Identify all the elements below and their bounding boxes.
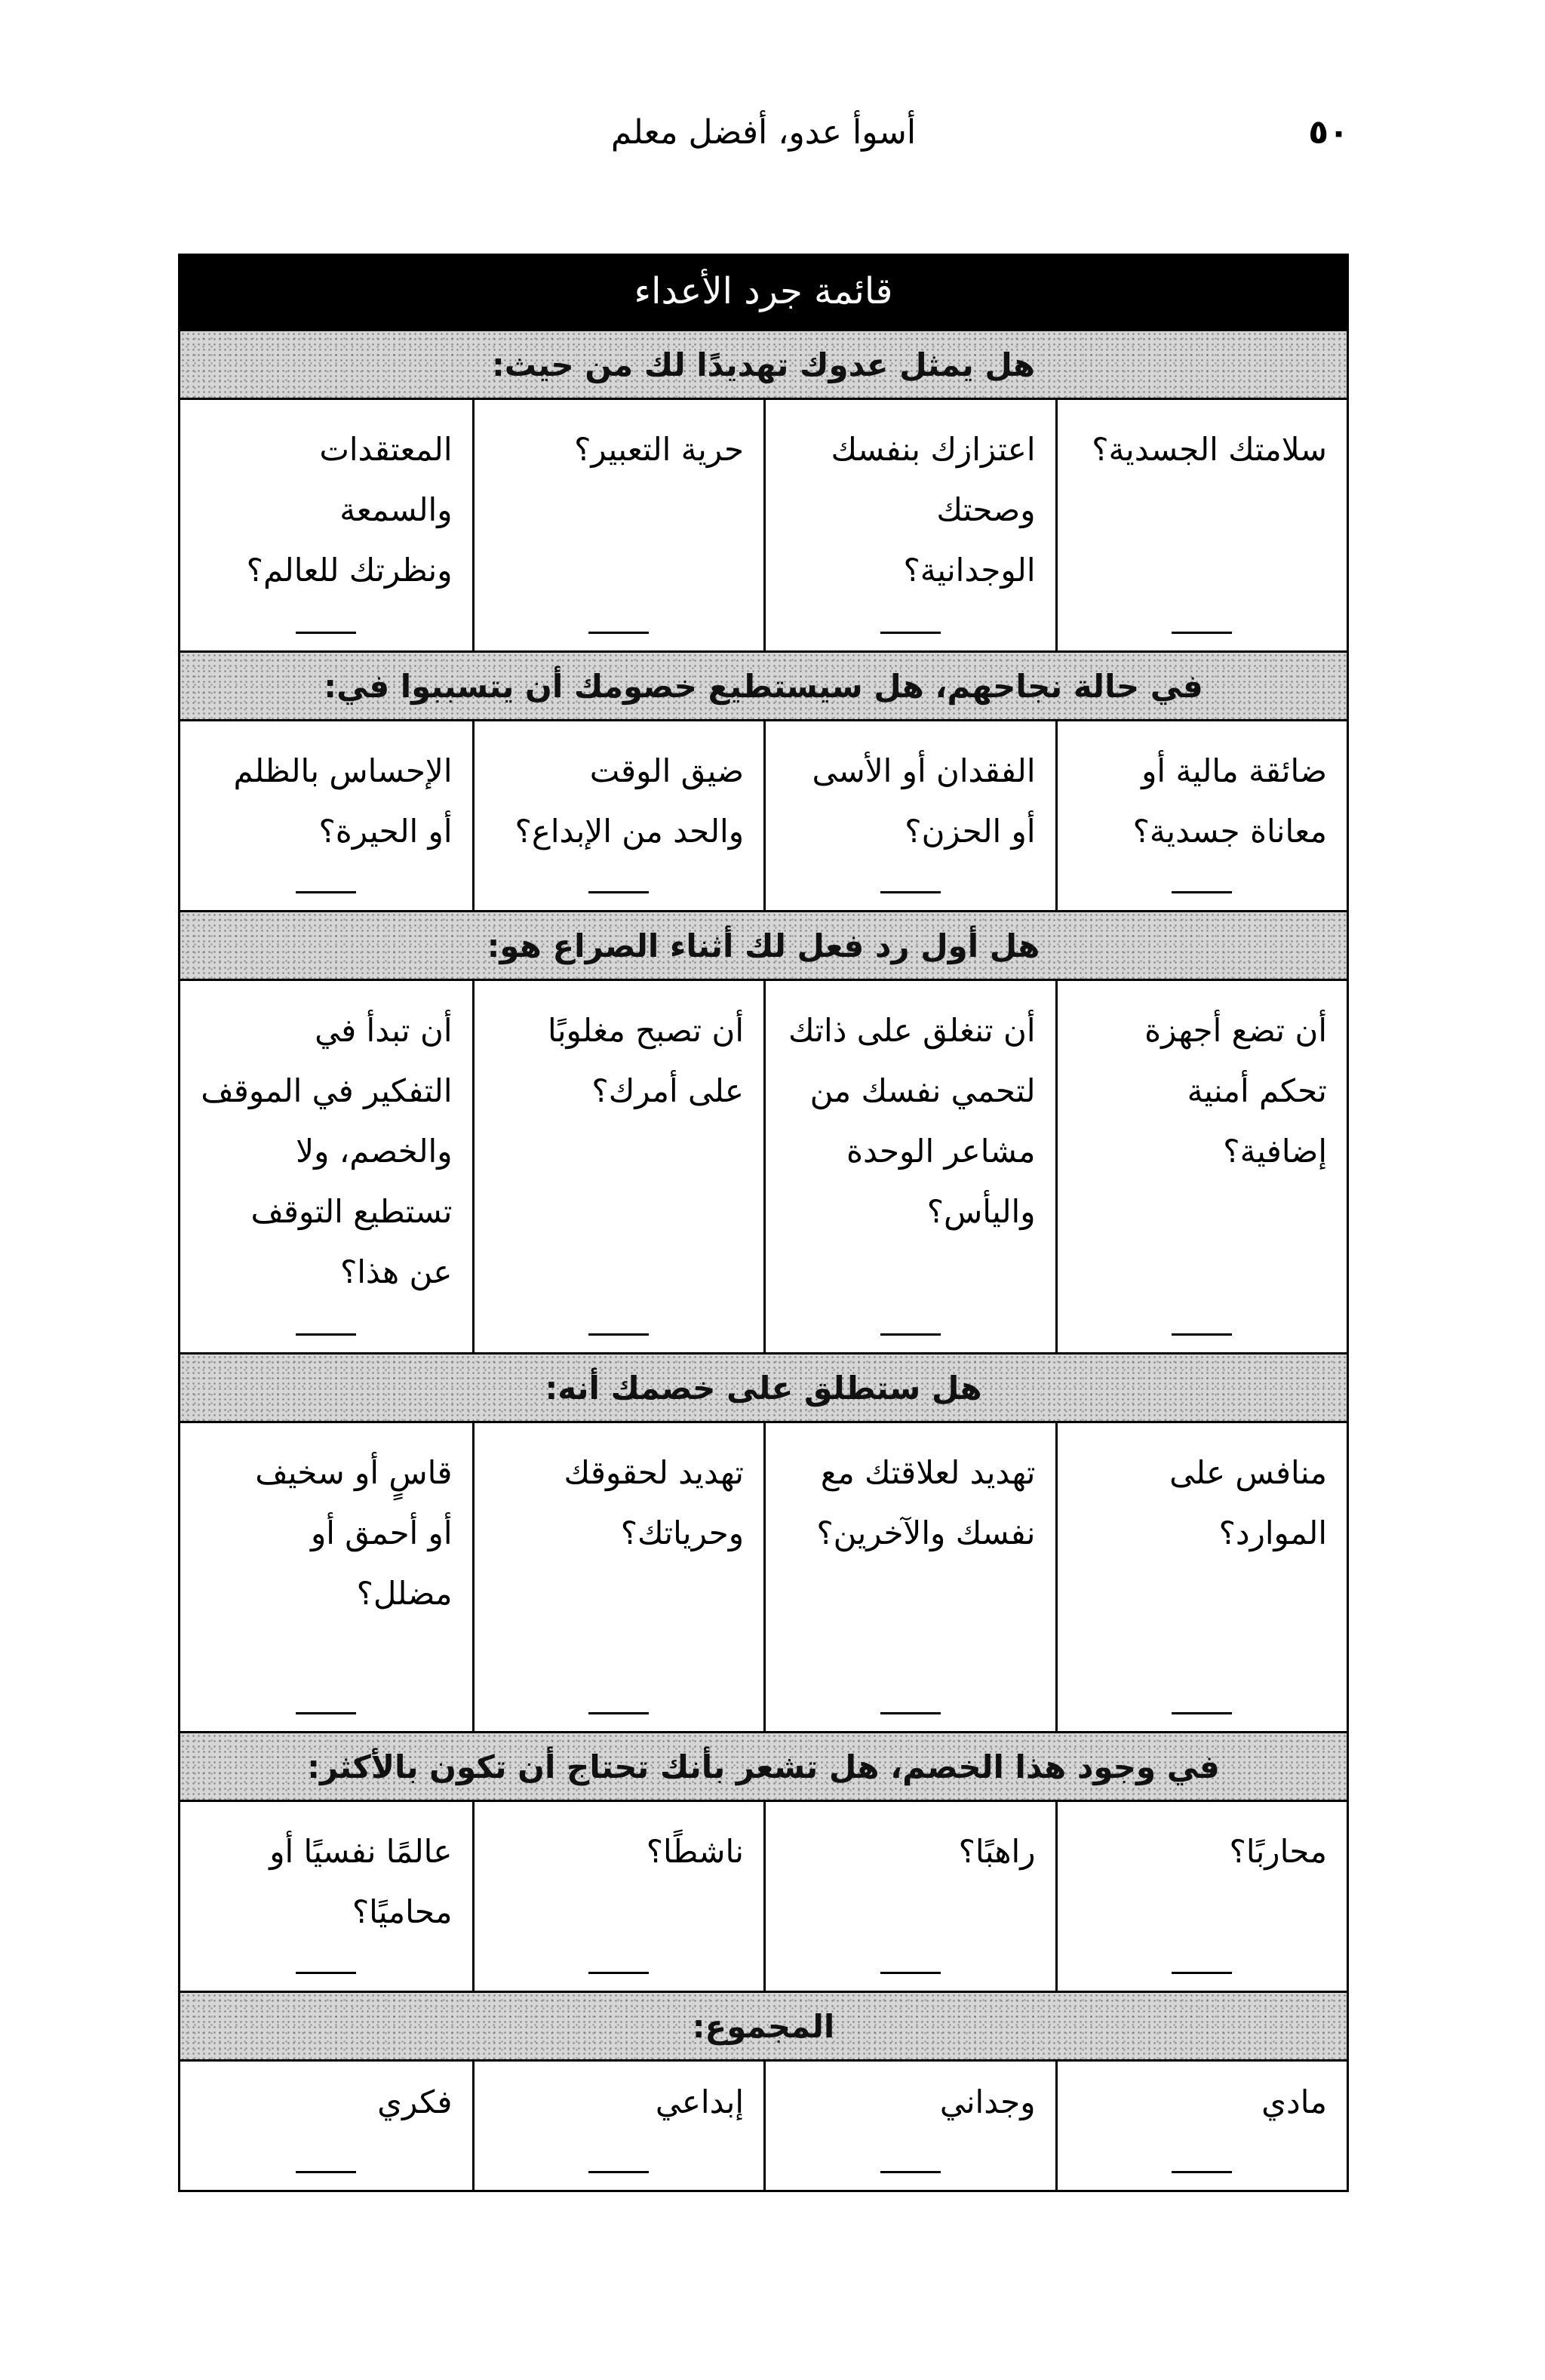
section-question: هل يمثل عدوك تهديدًا لك من حيث: bbox=[180, 329, 1347, 400]
table-cell bbox=[472, 1802, 764, 1991]
table-cell bbox=[1055, 981, 1347, 1352]
score-blank[interactable] bbox=[880, 1333, 941, 1336]
table-cell bbox=[1055, 1802, 1347, 1991]
score-blank[interactable] bbox=[296, 632, 356, 634]
table-row bbox=[180, 721, 1347, 910]
table-cell bbox=[763, 981, 1055, 1352]
running-title: أسوأ عدو، أفضل معلم bbox=[610, 113, 917, 152]
totals-heading: المجموع: bbox=[180, 1991, 1347, 2062]
table-cell bbox=[763, 721, 1055, 910]
score-blank[interactable] bbox=[880, 891, 941, 893]
score-blank[interactable] bbox=[880, 632, 941, 634]
cell-text: الفقدان أو الأسى أو الحزن؟ bbox=[812, 752, 1036, 850]
section-question: في حالة نجاحهم، هل سيستطيع خصومك أن يتسببوا في: bbox=[180, 650, 1347, 721]
score-blank[interactable] bbox=[296, 1333, 356, 1336]
cell-text: قاسٍ أو سخيف أو أحمق أو مضلل؟ bbox=[255, 1454, 453, 1612]
table-row bbox=[180, 981, 1347, 1352]
cell-text: عالمًا نفسيًا أو محاميًا؟ bbox=[269, 1833, 453, 1930]
score-blank[interactable] bbox=[296, 891, 356, 893]
cell-text: تهديد لحقوقك وحرياتك؟ bbox=[564, 1454, 744, 1551]
cell-text: اعتزازك بنفسك وصحتك الوجدانية؟ bbox=[831, 431, 1036, 589]
section-question: في وجود هذا الخصم، هل تشعر بأنك تحتاج أن تكون بالأكثر: bbox=[180, 1731, 1347, 1802]
cell-text: أن تبدأ في التفكير في الموقف والخصم، ولا تستطيع التوقف عن هذا؟ bbox=[201, 1012, 453, 1290]
score-blank[interactable] bbox=[880, 2171, 941, 2173]
table-row bbox=[180, 1802, 1347, 1991]
score-blank[interactable] bbox=[588, 632, 649, 634]
cell-text: منافس على الموارد؟ bbox=[1169, 1454, 1327, 1551]
table-cell bbox=[472, 981, 764, 1352]
totals-row bbox=[180, 2062, 1347, 2190]
page-number: ٥٠ bbox=[1308, 113, 1349, 152]
cell-text: ضيق الوقت والحد من الإبداع؟ bbox=[514, 752, 744, 850]
cell-text: محاربًا؟ bbox=[1229, 1833, 1327, 1870]
table-cell bbox=[180, 721, 472, 910]
score-blank[interactable] bbox=[588, 2171, 649, 2173]
score-blank[interactable] bbox=[1172, 891, 1232, 893]
score-blank[interactable] bbox=[296, 1972, 356, 1974]
cell-text: الإحساس بالظلم أو الحيرة؟ bbox=[233, 752, 453, 850]
cell-text: إبداعي bbox=[655, 2083, 744, 2120]
score-blank[interactable] bbox=[1172, 1972, 1232, 1974]
score-blank[interactable] bbox=[1172, 2171, 1232, 2173]
table-cell bbox=[472, 1423, 764, 1731]
score-blank[interactable] bbox=[880, 1972, 941, 1974]
table-row bbox=[180, 400, 1347, 650]
cell-text: المعتقدات والسمعة ونظرتك للعالم؟ bbox=[246, 431, 453, 589]
score-blank[interactable] bbox=[1172, 1333, 1232, 1336]
table-cell bbox=[763, 1423, 1055, 1731]
page-header bbox=[178, 106, 1349, 174]
score-blank[interactable] bbox=[588, 891, 649, 893]
cell-text: أن تضع أجهزة تحكم أمنية إضافية؟ bbox=[1144, 1012, 1327, 1170]
table-cell bbox=[1055, 721, 1347, 910]
table-cell bbox=[180, 981, 472, 1352]
table-title: قائمة جرد الأعداء bbox=[180, 256, 1347, 329]
table-cell bbox=[1055, 1423, 1347, 1731]
cell-text: سلامتك الجسدية؟ bbox=[1092, 431, 1327, 468]
table-cell bbox=[472, 721, 764, 910]
score-blank[interactable] bbox=[1172, 1712, 1232, 1714]
score-blank[interactable] bbox=[588, 1712, 649, 1714]
table-cell bbox=[472, 400, 764, 650]
table-row bbox=[180, 1423, 1347, 1731]
cell-text: ناشطًا؟ bbox=[646, 1833, 744, 1870]
cell-text: أن تنغلق على ذاتك لتحمي نفسك من مشاعر الوحدة واليأس؟ bbox=[788, 1012, 1036, 1230]
table-cell bbox=[1055, 400, 1347, 650]
cell-text: حرية التعبير؟ bbox=[574, 431, 744, 468]
score-blank[interactable] bbox=[296, 2171, 356, 2173]
table-cell bbox=[180, 1423, 472, 1731]
table-cell bbox=[472, 2062, 764, 2190]
cell-text: وجداني bbox=[939, 2083, 1036, 2120]
table-cell bbox=[180, 1802, 472, 1991]
cell-text: فكري bbox=[377, 2083, 453, 2120]
score-blank[interactable] bbox=[1172, 632, 1232, 634]
table-cell bbox=[180, 400, 472, 650]
table-cell bbox=[763, 1802, 1055, 1991]
cell-text: راهبًا؟ bbox=[958, 1833, 1036, 1870]
cell-text: مادي bbox=[1261, 2083, 1327, 2120]
cell-text: ضائقة مالية أو معاناة جسدية؟ bbox=[1132, 752, 1327, 850]
enemy-inventory-table bbox=[178, 254, 1349, 2192]
cell-text: تهديد لعلاقتك مع نفسك والآخرين؟ bbox=[816, 1454, 1036, 1551]
score-blank[interactable] bbox=[588, 1972, 649, 1974]
score-blank[interactable] bbox=[880, 1712, 941, 1714]
table-cell bbox=[763, 2062, 1055, 2190]
score-blank[interactable] bbox=[588, 1333, 649, 1336]
cell-text: أن تصبح مغلوبًا على أمرك؟ bbox=[548, 1012, 744, 1109]
score-blank[interactable] bbox=[296, 1712, 356, 1714]
section-question: هل أول رد فعل لك أثناء الصراع هو: bbox=[180, 910, 1347, 981]
table-cell bbox=[1055, 2062, 1347, 2190]
table-cell bbox=[763, 400, 1055, 650]
table-cell bbox=[180, 2062, 472, 2190]
section-question: هل ستطلق على خصمك أنه: bbox=[180, 1352, 1347, 1423]
